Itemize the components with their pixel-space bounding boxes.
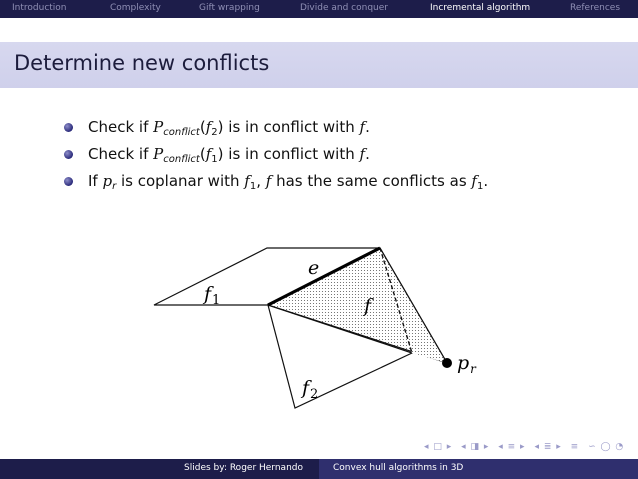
- nav-divide-and-conquer[interactable]: Divide and conquer: [300, 3, 388, 13]
- footer: [0, 459, 638, 479]
- label-pr: $p_r$: [457, 352, 476, 376]
- nav-search-icon[interactable]: ∽ ◯ ◔: [588, 442, 625, 452]
- frame-title-bar: [0, 42, 638, 88]
- bullet-item: [64, 114, 624, 141]
- footer-left: [0, 459, 319, 479]
- footer-right: [319, 459, 638, 479]
- point-pr: [442, 358, 452, 368]
- bullet-icon: [64, 177, 73, 186]
- nav-first-icon[interactable]: ◂ □ ▸: [424, 442, 453, 452]
- nav-introduction[interactable]: Introduction: [12, 3, 67, 13]
- bullet-text: Check if $P_{conflict}(f_2)$ is in conflict with f.: [88, 118, 370, 138]
- bullet-text: Check if $P_{conflict}(f_1)$ is in conflict with f.: [88, 145, 370, 165]
- footer-title: Convex hull algorithms in 3D: [333, 463, 464, 473]
- nav-complexity[interactable]: Complexity: [110, 3, 161, 13]
- label-e: e: [308, 257, 320, 279]
- nav-references[interactable]: References: [570, 3, 621, 13]
- footer-author: Slides by: Roger Hernando: [184, 463, 303, 473]
- nav-frame-icon[interactable]: ◂ ◨ ▸: [461, 442, 490, 452]
- frame-title: Determine new conflicts: [14, 51, 270, 75]
- section-navbar: [0, 0, 638, 18]
- bullet-text: If $p_r$ is coplanar with $f_1$, f has the same conflicts as $f_1$.: [88, 172, 489, 192]
- bullet-icon: [64, 150, 73, 159]
- label-f2: $f_2$: [302, 377, 319, 402]
- bullet-item: [64, 141, 624, 168]
- beamer-navigation: [424, 442, 629, 452]
- bullet-icon: [64, 123, 73, 132]
- bullet-item: [64, 168, 624, 195]
- bullet-list: [64, 114, 624, 195]
- label-f: f: [364, 295, 372, 317]
- nav-align-icon[interactable]: ≡: [570, 442, 580, 452]
- nav-gift-wrapping[interactable]: Gift wrapping: [199, 3, 260, 13]
- nav-section-icon[interactable]: ◂ ≣ ▸: [534, 442, 562, 452]
- conflict-figure: [150, 236, 476, 436]
- nav-subsection-icon[interactable]: ◂ ≡ ▸: [498, 442, 526, 452]
- label-f1: $f_1$: [204, 283, 221, 308]
- nav-incremental-algorithm[interactable]: Incremental algorithm: [430, 3, 531, 13]
